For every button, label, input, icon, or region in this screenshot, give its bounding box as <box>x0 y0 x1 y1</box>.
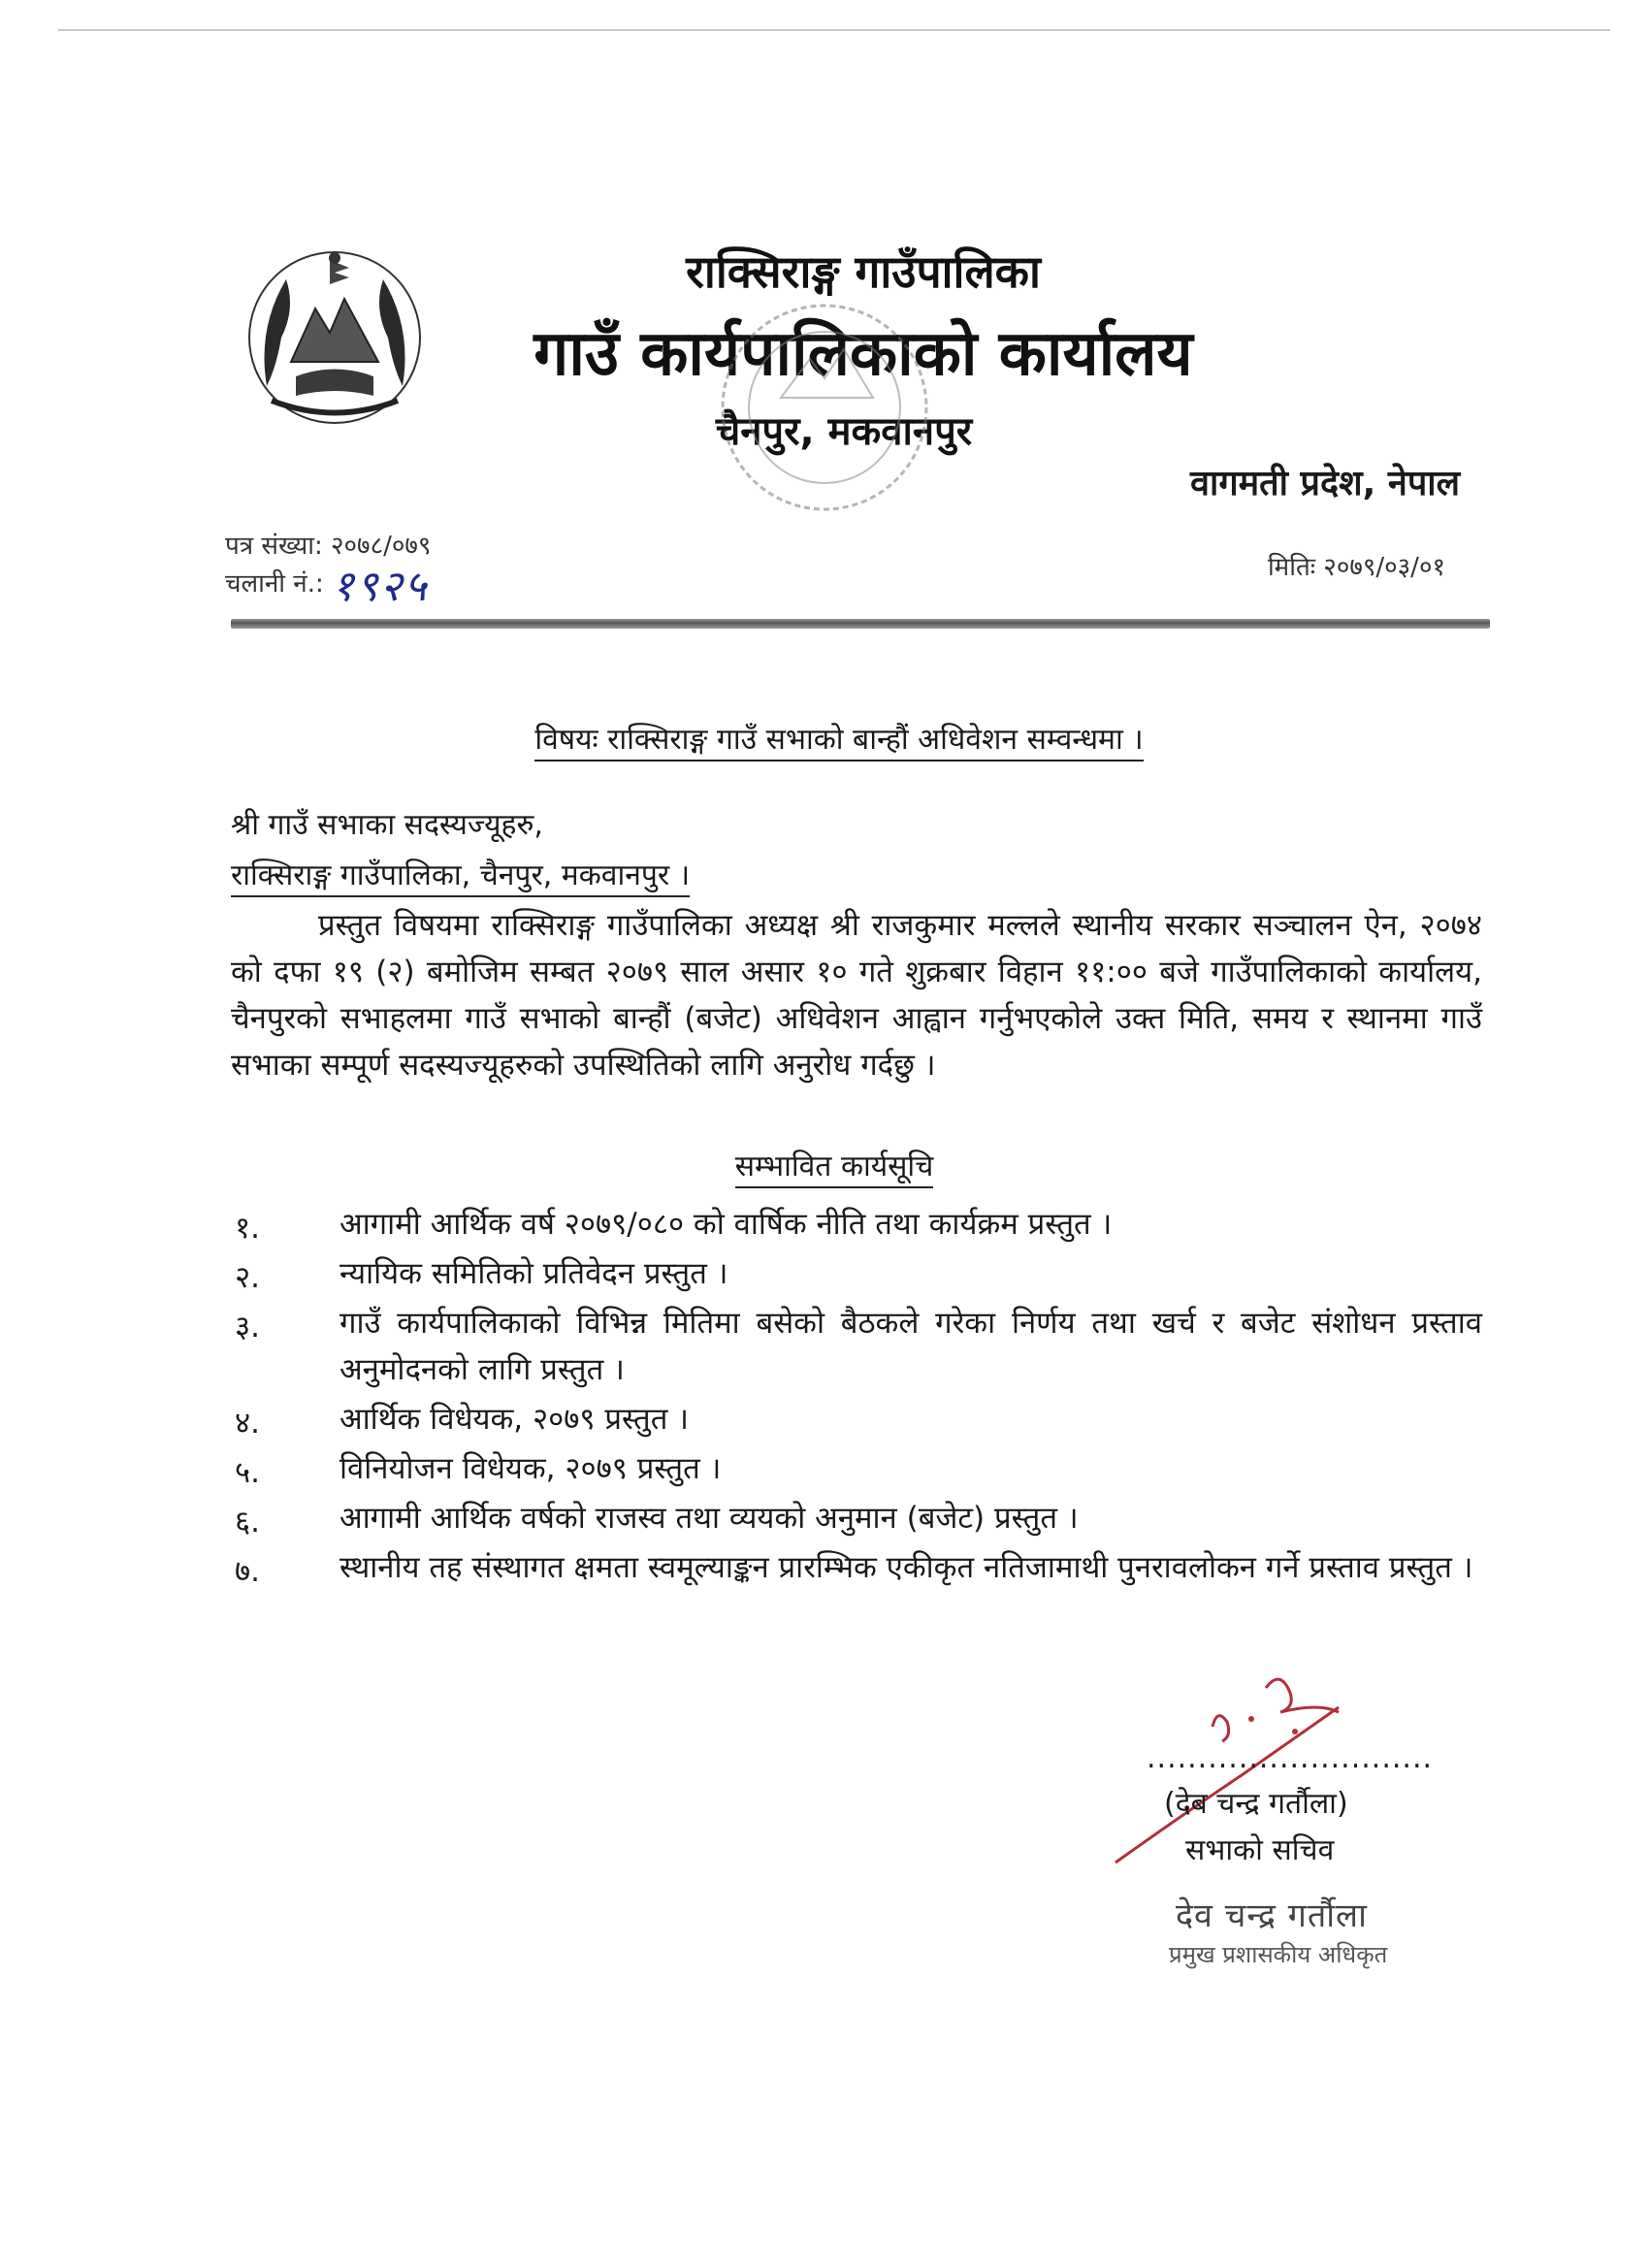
agenda-item <box>231 1495 1482 1541</box>
signatory-role: सभाको सचिव <box>1185 1833 1335 1867</box>
agenda-item-text: न्यायिक समितिको प्रतिवेदन प्रस्तुत । <box>340 1256 728 1291</box>
agenda-item-number: ६. <box>235 1505 260 1539</box>
agenda-item-text: स्थानीय तह संस्थागत क्षमता स्वमूल्याङ्कन प्रारम्भिक एकीकृत नतिजामाथी पुनरावलोकन गर्ने प्रस्ताव प्रस्तुत । <box>340 1550 1473 1585</box>
dispatch-number-label: चलानी नं.: <box>225 569 324 599</box>
subject-text: विषयः राक्सिराङ्ग गाउँ सभाको बान्हौं अधिवेशन सम्वन्धमा । <box>534 723 1143 761</box>
addressee-line-2 <box>231 854 690 893</box>
letter-number: पत्र संख्या: २०७८/०७९ <box>225 532 432 561</box>
seal-officer-name: देव चन्द्र गर्तौला <box>1176 1896 1368 1935</box>
office-address: चैनपुर, मकवानपुर <box>715 409 973 454</box>
header-divider <box>231 619 1490 629</box>
agenda-item <box>231 1250 1482 1297</box>
body-paragraph: प्रस्तुत विषयमा राक्सिराङ्ग गाउँपालिका अध्यक्ष श्री राजकुमार मल्लले स्थानीय सरकार सञ्चालन ऐन, २०७४ को दफा १९ (२) बमोजिम सम्बत २०७९ साल असार १० गते शुक्रबार विहान ११:०० बजे गाउँपालिकाको कार्यालय, चैनपुरको सभाहलमा गाउँ सभाको बान्हौं (बजेट) अधिवेशन आह्वान गर्नुभएकोले उक्त मिति, समय र स्थानमा गाउँ सभाका सम्पूर्ण सदस्यज्यूहरुको उपस्थितिको लागि अनुरोध गर्दछु । <box>231 908 1482 1083</box>
agenda-heading <box>0 1145 1649 1184</box>
agenda-item-text: आर्थिक विधेयक, २०७९ प्रस्तुत । <box>340 1402 689 1437</box>
letter-date: मितिः २०७९/०३/०१ <box>1267 553 1445 582</box>
agenda-item-number: ४. <box>235 1406 260 1441</box>
agenda-heading-text: सम्भावित कार्यसूचि <box>735 1150 934 1188</box>
agenda-item-number: १. <box>235 1211 260 1246</box>
agenda-item <box>231 1201 1482 1247</box>
agenda-item <box>231 1300 1482 1393</box>
agenda-item-text: विनियोजन विधेयक, २०७९ प्रस्तुत । <box>340 1451 722 1486</box>
office-title: गाउँ कार्यपालिकाको कार्यालय <box>534 318 1193 390</box>
agenda-item-number: ५. <box>235 1455 260 1490</box>
agenda-item-number: ७. <box>235 1554 260 1589</box>
agenda-item-text: आगामी आर्थिक वर्षको राजस्व तथा व्ययको अनुमान (बजेट) प्रस्तुत । <box>340 1501 1079 1536</box>
agenda-item-text: आगामी आर्थिक वर्ष २०७९/०८० को वार्षिक नीति तथा कार्यक्रम प्रस्तुत । <box>340 1207 1113 1242</box>
agenda-item <box>231 1445 1482 1492</box>
agenda-item <box>231 1396 1482 1442</box>
addressee-line-1: श्री गाउँ सभाका सदस्यज्यूहरु, <box>231 808 543 842</box>
agenda-item <box>231 1544 1482 1591</box>
dispatch-number-handwritten: १९२५ <box>332 562 429 611</box>
agenda-list <box>231 1201 1482 1594</box>
agenda-item-number: ३. <box>235 1310 260 1345</box>
seal-officer-role: प्रमुख प्रशासकीय अधिकृत <box>1169 1941 1388 1968</box>
subject-line <box>0 718 1649 758</box>
agenda-item-text: गाउँ कार्यपालिकाको विभिन्न मितिमा बसेको बैठकले गरेका निर्णय तथा खर्च र बजेट संशोधन प्रस्ताव अनुमोदनको लागि प्रस्तुत । <box>340 1306 1482 1387</box>
scan-top-edge <box>58 29 1610 31</box>
signatory-name: (देब चन्द्र गर्तौला) <box>1164 1787 1348 1821</box>
addressee-line-2-text: राक्सिराङ्ग गाउँपालिका, चैनपुर, मकवानपुर । <box>231 859 690 897</box>
office-stamp-icon <box>708 291 941 524</box>
province-name: वागमती प्रदेश, नेपाल <box>1190 464 1460 503</box>
agenda-item-number: २. <box>235 1260 260 1295</box>
signature-dotted-line: ............................ <box>1147 1741 1434 1775</box>
municipality-name: राक्सिराङ्ग गाउँपालिका <box>686 245 1041 298</box>
